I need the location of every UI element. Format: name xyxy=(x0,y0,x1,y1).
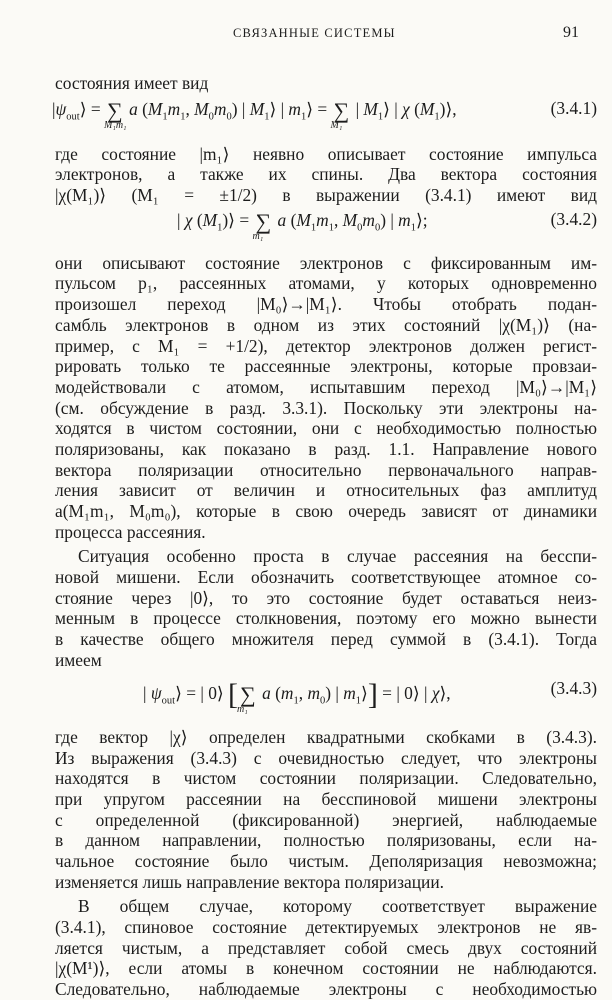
running-title: СВЯЗАННЫЕ СИСТЕМЫ xyxy=(233,26,396,40)
text-line: поляризованы, как показано в разд. 1.1. Направление нового xyxy=(55,439,597,459)
equation-number: (3.4.3) xyxy=(550,677,597,698)
text-line: в данном направлении, полностью поляризованы, если на- xyxy=(55,830,597,851)
text-line: при упругом рассеянии на бесспиновой мишени электроны xyxy=(55,789,597,809)
text-line: процесса рассеяния. xyxy=(55,521,206,542)
equation-3-4-1 xyxy=(52,98,597,132)
page-number: 91 xyxy=(563,24,579,41)
equation-number: (3.4.1) xyxy=(550,98,597,119)
text-line: находятся в чистом состоянии поляризации. Следовательно, xyxy=(55,768,597,789)
equation-3-4-3 xyxy=(55,677,597,715)
equation-number: (3.4.2) xyxy=(550,209,597,230)
text-line: пульсом p₁, рассеянных атомами, у которых одновременно xyxy=(55,273,597,294)
text-line: a(M₁m₁, M₀m₀), которые в свою очередь зависят от динамики xyxy=(55,501,597,522)
text-line: вектора поляризации относительно первоначального направ- xyxy=(55,459,597,480)
text-line: в качестве общего множителя перед суммой в (3.4.1). Тогда xyxy=(55,629,597,649)
text-line: чальное состояние было чистым. Деполяризация невозможна; xyxy=(55,851,597,871)
text-line: (см. обсуждение в разд. 3.3.1). Поскольку эти электроны на- xyxy=(55,397,597,418)
text-line: ляется чистым, а представляет собой смесь двух состояний xyxy=(55,937,597,958)
text-line: модействовали с атомом, испытавшим переход |M₀⟩→|M₁⟩ xyxy=(55,376,597,397)
text-line: изменяется лишь направление вектора поляризации. xyxy=(55,871,444,892)
equation-3-4-1-body: $|\psi_{out}⟩$ = ∑ M₁m₁ a ($M_1m_1$, $M_0m_0$) | $M_1⟩$ | $m_1⟩$ = ∑ M₁ | $M_1⟩$ | χ $(M_1)⟩$, xyxy=(52,98,457,132)
text-line: произошел переход |M₀⟩→|M₁⟩. Чтобы отобрать подан- xyxy=(55,294,597,315)
text-line: ления зависит от величин и относительных фаз амплитуд xyxy=(55,480,597,501)
text-line: Ситуация особенно проста в случае рассеяния на бесспи- xyxy=(78,546,597,567)
text-line: менным в процессе столкновения, поэтому его можно вынести xyxy=(55,608,597,629)
text-line: ходятся в чистом состоянии, они с необходимостью полностью xyxy=(55,418,597,439)
text-line: с определенной (фиксированной) энергией, наблюдаемые xyxy=(55,809,597,830)
text-line: |χ(M¹)⟩, если атомы в конечном состоянии не наблюдаются. xyxy=(55,958,597,979)
text-line: самбль электронов в одном из этих состояний |χ(M₁)⟩ (на- xyxy=(55,314,597,335)
text-line: пример, с M₁ = +1/2), детектор электронов должен регист- xyxy=(55,335,597,356)
text-line: (3.4.1), спиновое состояние детектируемых электронов не яв- xyxy=(55,916,597,937)
equation-3-4-3-body: | $\psi_{out}⟩$ = | 0⟩ [∑ m₁ a ($m_1$, $m_0$) | $m_1⟩$] = | 0⟩ | χ⟩, xyxy=(143,677,451,715)
text-line: электронов, а также их спины. Два вектора состояния xyxy=(55,164,597,185)
equation-3-4-2 xyxy=(55,209,597,243)
text-line: где вектор |χ⟩ определен квадратными скобками в (3.4.3). xyxy=(55,726,597,747)
equation-3-4-2-body: | χ $(M_1)⟩$ = ∑ m₁ a ($M_1m_1$, $M_0m_0$) | $m_1⟩$; xyxy=(177,209,428,243)
text-line: Следовательно, наблюдаемые электроны с необходимостью xyxy=(55,979,597,999)
intro-line: состояния имеет вид xyxy=(55,73,209,93)
text-line: где состояние |m₁⟩ неявно описывает состояние импульса xyxy=(55,143,597,164)
text-line: стояние через |0⟩, то это состояние будет оставаться неиз- xyxy=(55,587,597,608)
text-line: рировать только те рассеянные электроны, которые провзаи- xyxy=(55,356,597,377)
text-line: они описывают состояние электронов с фиксированным им- xyxy=(55,252,597,273)
text-line: имеем xyxy=(55,649,102,670)
text-line: Из выражения (3.4.3) с очевидностью следует, что электроны xyxy=(55,747,597,768)
text-line: новой мишени. Если обозначить соответствующее атомное со- xyxy=(55,566,597,587)
text-line: В общем случае, которому соответствует выражение xyxy=(78,896,597,917)
text-line: |χ(M₁)⟩ (M₁ = ±1/2) в выражении (3.4.1) имеют вид xyxy=(55,185,597,205)
